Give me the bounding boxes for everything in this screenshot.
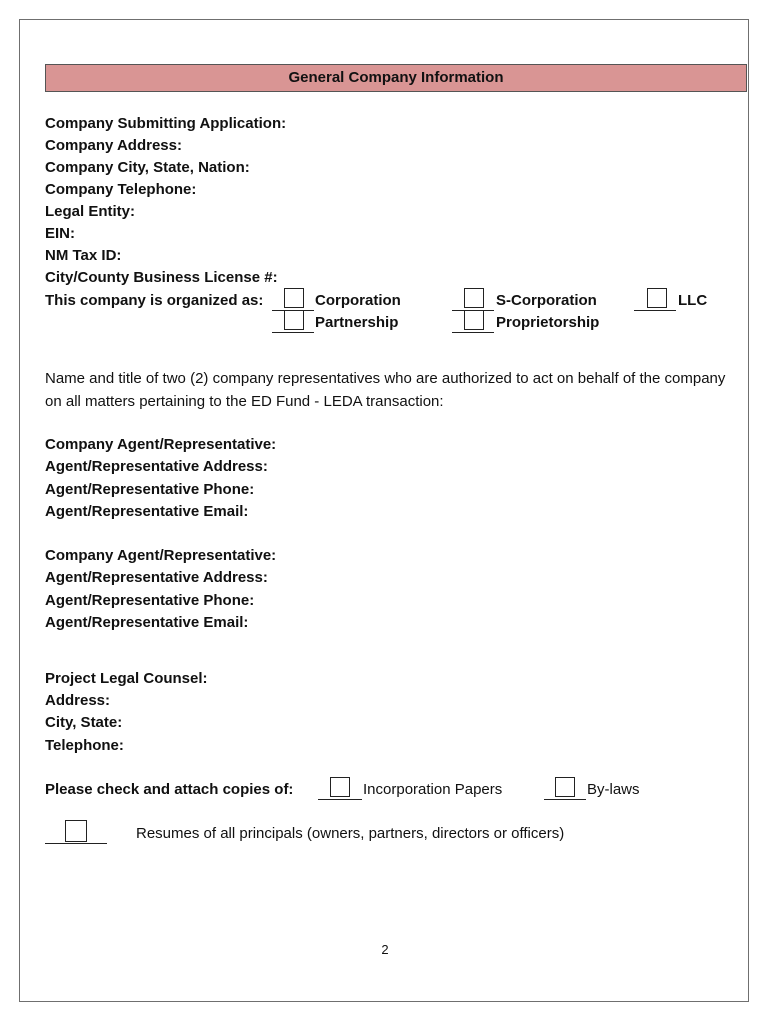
underline-resumes [45, 843, 107, 844]
checkbox-llc[interactable] [647, 288, 667, 308]
organized-as-label: This company is organized as: [45, 292, 264, 309]
underline-llc [634, 310, 676, 311]
checkbox-resumes[interactable] [65, 820, 87, 842]
underline-bylaws [544, 799, 586, 800]
option-corporation: Corporation [315, 292, 401, 309]
field-company-city: Company City, State, Nation: [45, 159, 250, 176]
rep2-email: Agent/Representative Email: [45, 614, 249, 631]
counsel-address: Address: [45, 692, 111, 709]
rep1-phone: Agent/Representative Phone: [45, 481, 255, 498]
checkbox-corporation[interactable] [284, 288, 304, 308]
checkbox-bylaws[interactable] [555, 777, 575, 797]
rep1-agent: Company Agent/Representative: [45, 436, 277, 453]
option-partnership: Partnership [315, 314, 399, 331]
rep2-address: Agent/Representative Address: [45, 569, 268, 586]
underline-incorporation [318, 799, 362, 800]
field-nm-tax-id: NM Tax ID: [45, 247, 122, 264]
option-incorporation-papers: Incorporation Papers [363, 781, 503, 798]
page-number: 2 [381, 942, 389, 957]
checkbox-s-corporation[interactable] [464, 288, 484, 308]
rep2-agent: Company Agent/Representative: [45, 547, 277, 564]
rep2-phone: Agent/Representative Phone: [45, 592, 255, 609]
rep1-address: Agent/Representative Address: [45, 458, 268, 475]
checkbox-proprietorship[interactable] [464, 310, 484, 330]
section-title: General Company Information [45, 64, 747, 92]
field-company-submitting: Company Submitting Application: [45, 115, 287, 132]
field-legal-entity: Legal Entity: [45, 203, 136, 220]
representatives-intro: Name and title of two (2) company representatives who are authorized to act on behalf of the company on all matters pertaining to the ED Fund - LEDA transaction: [45, 370, 726, 410]
option-resumes: Resumes of all principals (owners, partners, directors or officers) [136, 825, 565, 842]
field-business-license: City/County Business License #: [45, 269, 278, 286]
underline-partnership [272, 332, 314, 333]
option-proprietorship: Proprietorship [496, 314, 600, 331]
underline-proprietorship [452, 332, 494, 333]
field-ein: EIN: [45, 225, 75, 242]
option-bylaws: By-laws [587, 781, 640, 798]
counsel-city-state: City, State: [45, 714, 123, 731]
counsel-telephone: Telephone: [45, 737, 124, 754]
checkbox-incorporation-papers[interactable] [330, 777, 350, 797]
rep1-email: Agent/Representative Email: [45, 503, 249, 520]
option-llc: LLC [678, 292, 708, 309]
option-s-corporation: S-Corporation [496, 292, 597, 309]
counsel-name: Project Legal Counsel: [45, 670, 208, 687]
field-company-address: Company Address: [45, 137, 182, 154]
checkbox-partnership[interactable] [284, 310, 304, 330]
field-company-telephone: Company Telephone: [45, 181, 197, 198]
attach-label: Please check and attach copies of: [45, 781, 294, 798]
